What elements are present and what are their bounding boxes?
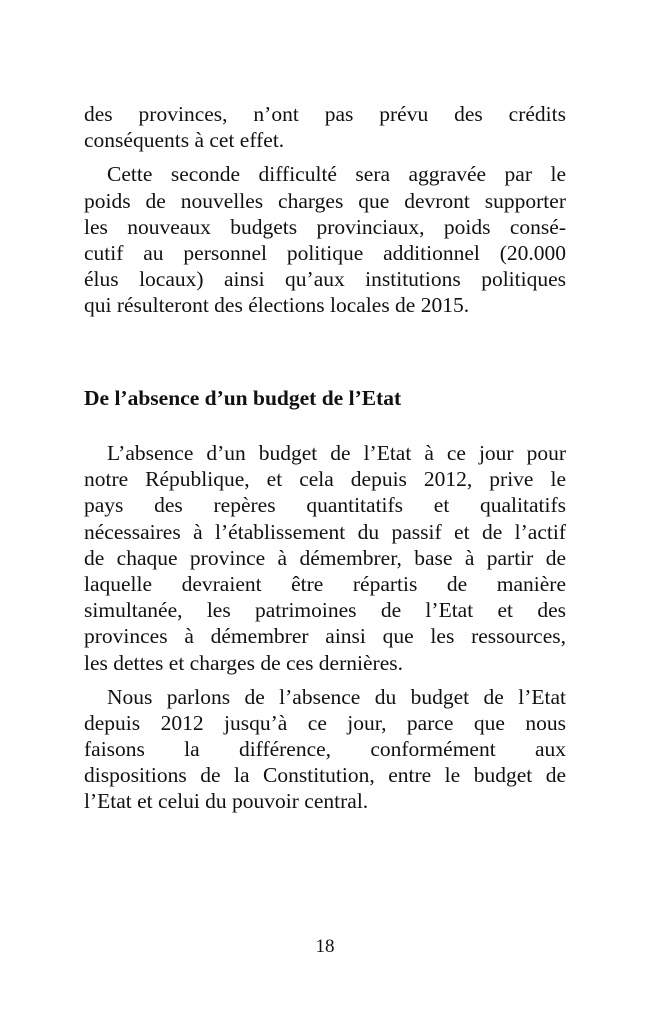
text-line: dispositions de la Constitution, entre le budget de xyxy=(84,763,566,788)
text-line: Nous parlons de l’absence du budget de l’Etat xyxy=(107,684,566,709)
text-line: des provinces, n’ont pas prévu des crédits xyxy=(84,102,566,126)
paragraph-difficulty xyxy=(84,161,566,318)
section-heading: De l’absence d’un budget de l’Etat xyxy=(84,386,402,410)
text-line: les nouveaux budgets provinciaux, poids consé- xyxy=(84,214,566,239)
page-number: 18 xyxy=(315,936,335,957)
text-line: Cette seconde difficulté sera aggravée par le xyxy=(107,162,566,187)
text-block-bottom xyxy=(84,440,566,815)
text-line: nécessaires à l’établissement du passif et de l’actif xyxy=(84,519,566,544)
text-line: conséquents à cet effet. xyxy=(84,128,285,153)
text-block-top xyxy=(84,101,566,319)
text-line: L’absence d’un budget de l’Etat à ce jour pour xyxy=(107,441,566,465)
text-line: laquelle devraient être répartis de manière xyxy=(84,571,566,596)
text-line: qui résulteront des élections locales de 2015. xyxy=(84,293,470,318)
text-line: l’Etat et celui du pouvoir central. xyxy=(84,789,369,814)
text-line: simultanée, les patrimoines de l’Etat et des xyxy=(84,598,566,623)
paragraph-budget-distinction xyxy=(84,684,566,815)
text-line: élus locaux) ainsi qu’aux institutions politiques xyxy=(84,267,566,292)
text-line: pays des repères quantitatifs et qualitatifs xyxy=(84,493,566,518)
text-line: cutif au personnel politique additionnel (20.000 xyxy=(84,240,566,265)
paragraph-continuation xyxy=(84,101,566,153)
text-line: faisons la différence, conformément aux xyxy=(84,737,566,762)
paragraph-absence xyxy=(84,440,566,676)
text-line: de chaque province à démembrer, base à partir de xyxy=(84,545,566,570)
text-line: les dettes et charges de ces dernières. xyxy=(84,650,403,675)
text-line: provinces à démembrer ainsi que les ressources, xyxy=(84,624,566,649)
text-line: notre République, et cela depuis 2012, prive le xyxy=(84,467,566,492)
text-line: poids de nouvelles charges que devront supporter xyxy=(84,188,566,213)
text-line: depuis 2012 jusqu’à ce jour, parce que nous xyxy=(84,710,566,735)
